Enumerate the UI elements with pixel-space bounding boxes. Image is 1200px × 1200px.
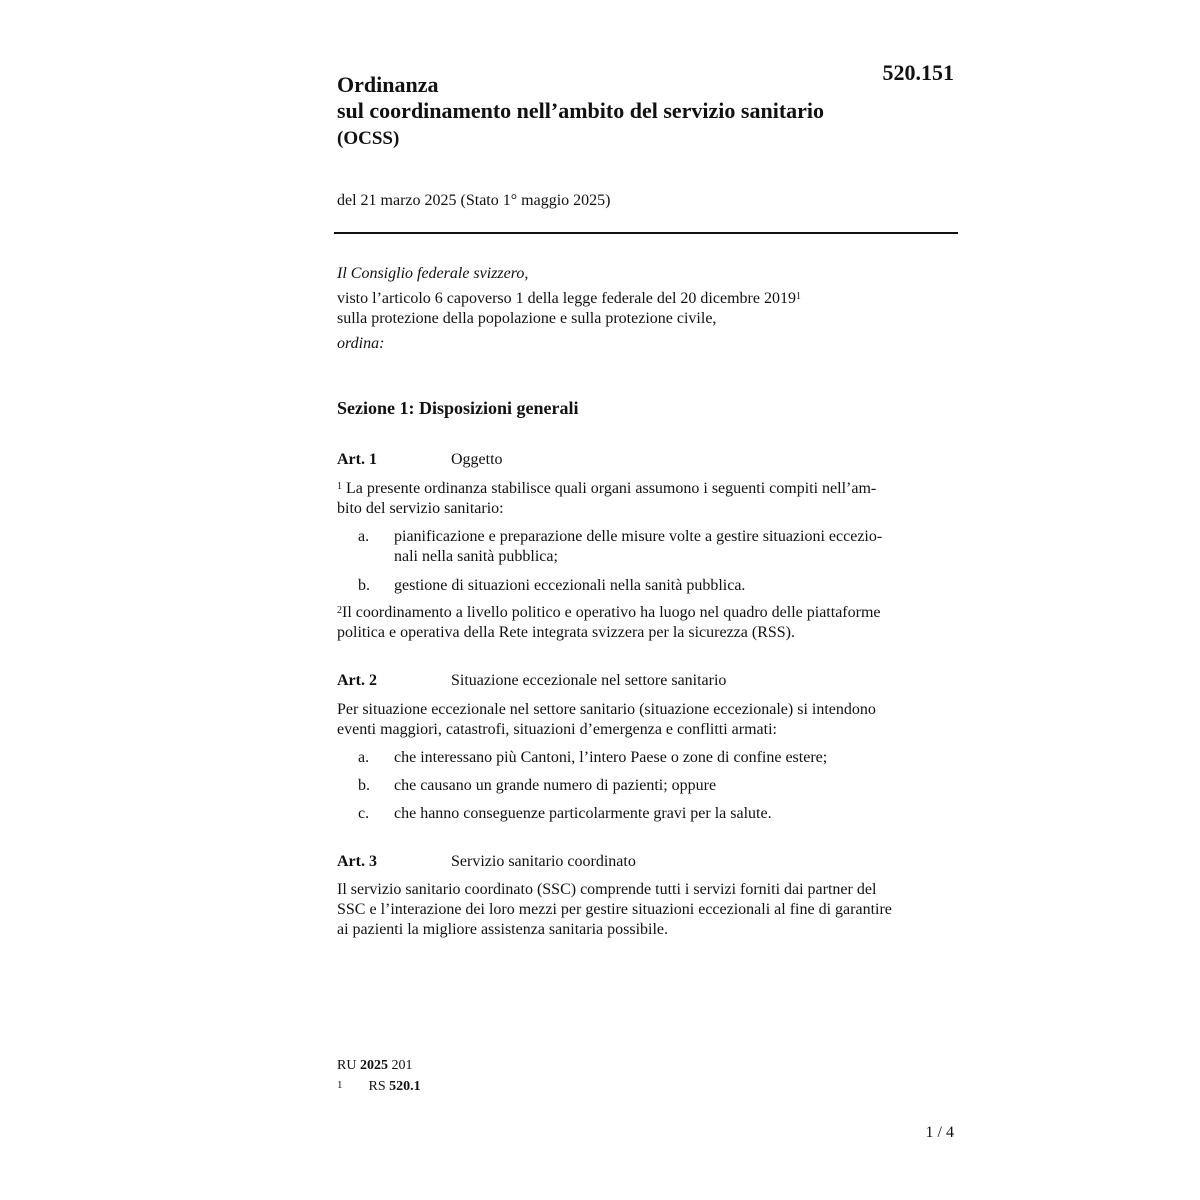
- art-2-paragraph: Per situazione eccezionale nel settore sanitario (situazione eccezionale) si intendono eventi maggiori, catastrofi, situazioni d’emergenza e conflitti armati:: [337, 701, 876, 738]
- art-1-item-b-label: b.: [358, 577, 370, 594]
- art-2-item-a-label: a.: [358, 749, 370, 766]
- document-date: del 21 marzo 2025 (Stato 1° maggio 2025): [337, 192, 611, 209]
- footnote-1-link[interactable]: 520.1: [389, 1079, 421, 1094]
- art-3-heading: [337, 852, 636, 872]
- sr-number: 520.151: [882, 60, 954, 85]
- section-1-title: Sezione 1: Disposizioni generali: [337, 398, 579, 418]
- art-2-item-c-text: che hanno conseguenze particolarmente gravi per la salute.: [394, 805, 772, 822]
- art-3-paragraph: Il servizio sanitario coordinato (SSC) comprende tutti i servizi forniti dai partner del SSC e l’interazione dei loro mezzi per gestire situazioni eccezionali al fine di garantire ai pazienti la migliore assistenza sanitaria possibile.: [337, 881, 892, 938]
- art-1-p2-number: 2: [337, 605, 342, 616]
- art-3-title: Servizio sanitario coordinato: [451, 853, 636, 870]
- art-1-heading: [337, 450, 503, 470]
- art-2-item-b-label: b.: [358, 777, 370, 794]
- art-1-paragraph-2: $^2$Il coordinamento a livello politico e operativo ha luogo nel quadro delle piattaforme politica e operativa della Rete integrata svizzera per la sicurezza (RSS).: [337, 604, 881, 641]
- preamble-enacting: ordina:: [337, 335, 385, 352]
- title-line-1: Ordinanza: [337, 72, 439, 97]
- header-divider: [334, 232, 958, 234]
- preamble-authority: Il Consiglio federale svizzero,: [337, 265, 529, 282]
- art-1-p1-number: 1: [337, 481, 342, 492]
- footnote-1: $^1$ RS 520.1: [337, 1079, 421, 1094]
- footnote-ref-1[interactable]: 1: [795, 291, 801, 302]
- document-title: [337, 72, 824, 152]
- art-3-number: Art. 3: [337, 853, 377, 870]
- official-compilation-ref: RU 2025 201: [337, 1058, 413, 1073]
- art-2-number: Art. 2: [337, 672, 377, 689]
- art-1-title: Oggetto: [451, 451, 503, 468]
- preamble-basis-line-1: visto l’articolo 6 capoverso 1 della legge federale del 20 dicembre 2019$^1$: [337, 290, 801, 307]
- art-2-item-a-text: che interessano più Cantoni, l’intero Paese o zone di confine estere;: [394, 749, 828, 766]
- art-2-item-b-text: che causano un grande numero di pazienti; oppure: [394, 777, 717, 794]
- title-line-2: sul coordinamento nell’ambito del servizio sanitario: [337, 98, 825, 123]
- footnote-1-number: 1: [337, 1079, 343, 1091]
- art-2-item-c-label: c.: [358, 805, 370, 822]
- art-2-heading: [337, 671, 726, 691]
- preamble-basis-line-2: sulla protezione della popolazione e sulla protezione civile,: [337, 310, 717, 327]
- title-abbreviation: (OCSS): [337, 128, 400, 149]
- art-1-item-a-label: a.: [358, 528, 370, 545]
- preamble: [337, 264, 957, 354]
- art-1-paragraph-1: $^1$ La presente ordinanza stabilisce quali organi assumono i seguenti compiti nell’am- bito del servizio sanitario:: [337, 480, 877, 517]
- art-1-item-b-text: gestione di situazioni eccezionali nella sanità pubblica.: [394, 577, 746, 594]
- art-1-item-a-text: pianificazione e preparazione delle misure volte a gestire situazioni eccezio- nali nella sanità pubblica;: [394, 528, 883, 565]
- art-1-number: Art. 1: [337, 451, 377, 468]
- art-2-title: Situazione eccezionale nel settore sanitario: [451, 672, 727, 689]
- page-indicator: 1 / 4: [925, 1124, 954, 1141]
